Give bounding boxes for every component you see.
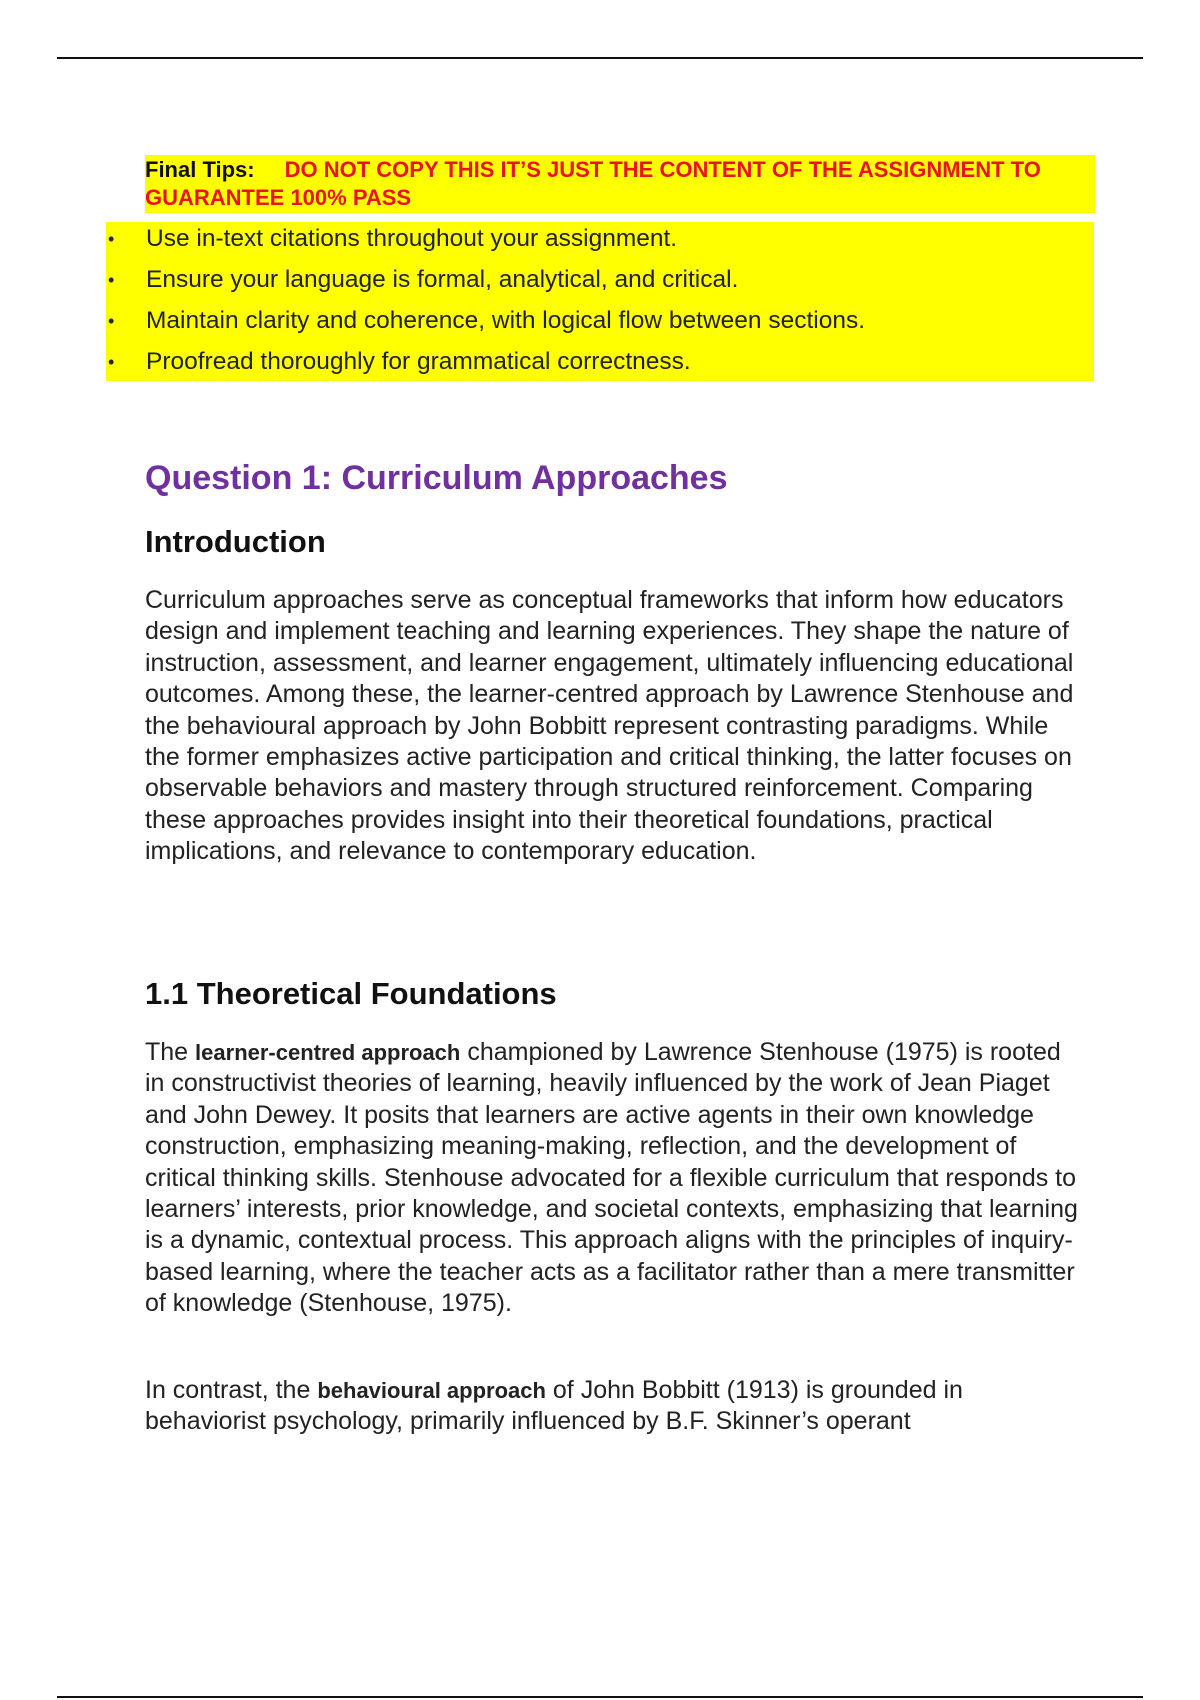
learner-centred-paragraph — [145, 1037, 1085, 1320]
behavioural-paragraph — [145, 1375, 1085, 1438]
bullet-icon: • — [108, 311, 115, 331]
tip-text: Ensure your language is formal, analytical, and critical. — [146, 266, 739, 293]
paragraph-body: of John Bobbitt (1913) is grounded in behaviorist psychology, primarily influenced by B.F. Skinner’s operant — [145, 1376, 963, 1436]
question-title: Question 1: Curriculum Approaches — [145, 459, 728, 497]
tips-list — [106, 222, 1094, 381]
key-term: behavioural approach — [317, 1378, 546, 1403]
list-item — [106, 222, 1094, 263]
list-item — [106, 304, 1094, 345]
final-tips-label: Final Tips: — [145, 157, 255, 182]
key-term: learner-centred approach — [195, 1040, 461, 1065]
header-rule — [57, 57, 1143, 59]
bullet-icon: • — [108, 229, 115, 249]
introduction-heading: Introduction — [145, 524, 326, 559]
tip-text: Use in-text citations throughout your assignment. — [146, 225, 678, 252]
tip-text: Proofread thoroughly for grammatical correctness. — [146, 348, 691, 375]
bullet-icon: • — [108, 270, 115, 290]
footer-rule — [57, 1696, 1143, 1698]
paragraph-body: championed by Lawrence Stenhouse (1975) is rooted in constructivist theories of learning, heavily influenced by the work of Jean Piaget and John Dewey. It posits that learners are active agents in their own knowledge construction, emphasizing meaning-making, reflection, and the development of critical thinking skills. Stenhouse advocated for a flexible curriculum that responds to learners’ interests, prior knowledge, and societal contexts, emphasizing that learning is a dynamic, contextual process. This approach aligns with the principles of inquiry-based learning, where the teacher acts as a facilitator rather than a mere transmitter of knowledge (Stenhouse, 1975). — [145, 1038, 1078, 1318]
introduction-paragraph: Curriculum approaches serve as conceptual frameworks that inform how educators design and implement teaching and learning experiences. They shape the nature of instruction, assessment, and learner engagement, ultimately influencing educational outcomes. Among these, the learner-centred approach by Lawrence Stenhouse and the behavioural approach by John Bobbitt represent contrasting paradigms. While the former emphasizes active participation and critical thinking, the latter focuses on observable behaviors and mastery through structured reinforcement. Comparing these approaches provides insight into their theoretical foundations, practical implications, and relevance to contemporary education. — [145, 586, 1074, 866]
tip-text: Maintain clarity and coherence, with logical flow between sections. — [146, 307, 866, 334]
theoretical-foundations-heading: 1.1 Theoretical Foundations — [145, 976, 557, 1011]
paragraph-prefix: The — [145, 1038, 189, 1066]
list-item — [106, 263, 1094, 304]
paragraph-prefix: In contrast, the — [145, 1376, 311, 1404]
bullet-icon: • — [108, 352, 115, 372]
list-item — [106, 345, 1094, 386]
final-tips-warning: DO NOT COPY THIS IT’S JUST THE CONTENT OF THE ASSIGNMENT TO GUARANTEE 100% PASS — [145, 157, 1041, 210]
final-tips-banner — [145, 155, 1095, 213]
